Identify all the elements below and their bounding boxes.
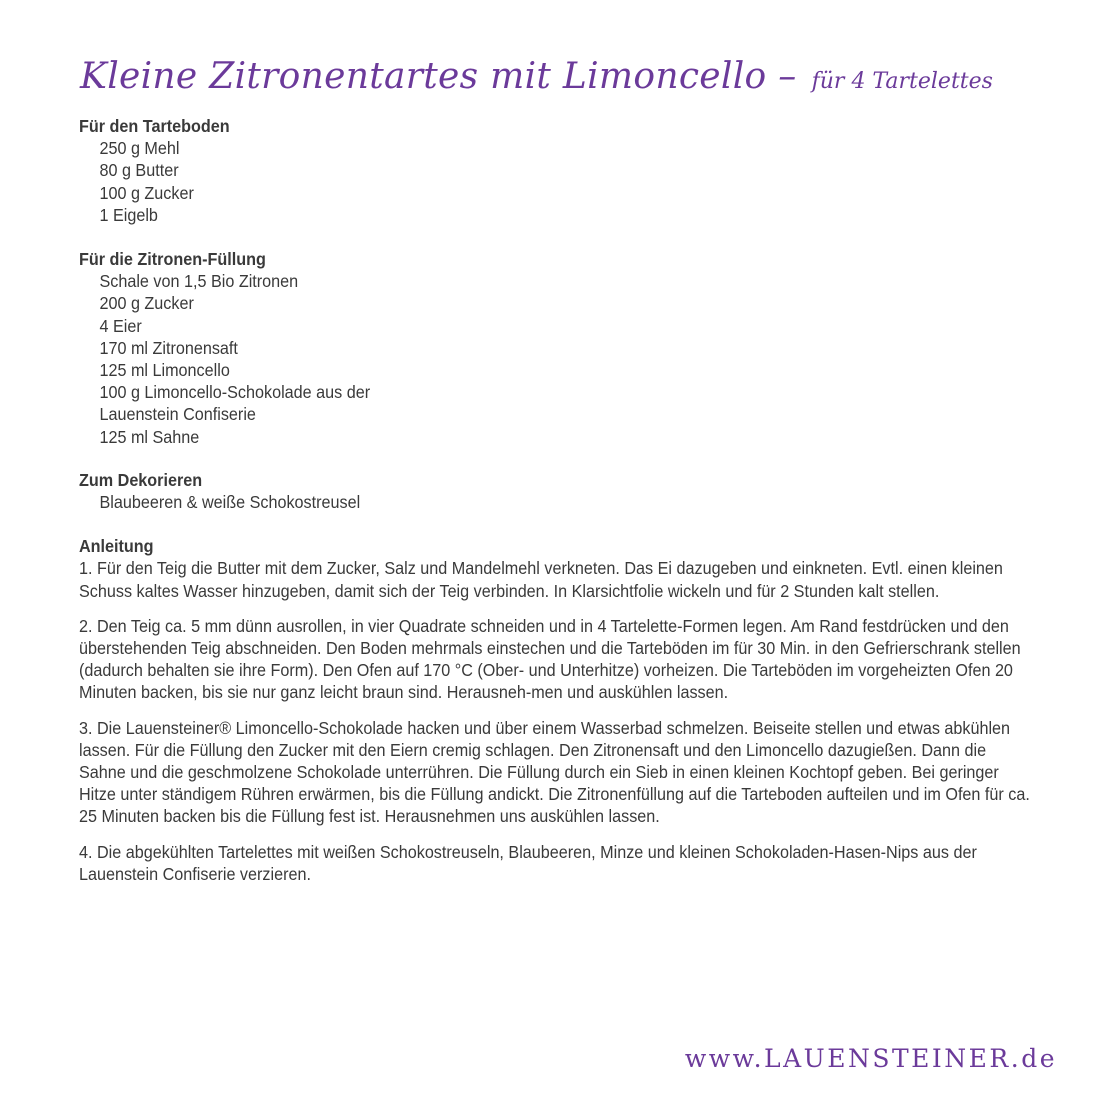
- section-title: Für den Tarteboden: [79, 116, 230, 136]
- recipe-content: [79, 115, 1030, 907]
- instructions-section: [79, 535, 1030, 885]
- recipe-title-main: Kleine Zitronentartes mit Limoncello –: [80, 56, 797, 97]
- ingredients-section-dekorieren: [79, 469, 972, 513]
- instruction-step: 3. Die Lauensteiner® Limoncello-Schokolade hacken und über einem Wasserbad schmelzen. Beiseite stellen und etwas abkühlen lassen. Für die Füllung den Zucker mit den Eiern cremig schlagen. Den Zitronensaft und den Limoncello dazugießen. Dann die Sahne und die geschmolzene Schokolade unterrühren. Die Füllung durch ein Sieb in einen kleinen Kochtopf geben. Bei geringer Hitze unter ständigem Rühren erwärmen, bis die Füllung andickt. Die Zitronenfüllung auf die Tarteboden aufteilen und im Ofen für ca. 25 Minuten backen bis die Füllung fest ist. Herausnehmen uns auskühlen lassen.: [79, 717, 1030, 827]
- ingredient-item: Blaubeeren & weiße Schokostreusel: [99, 492, 361, 513]
- ingredient-item: 100 g Limoncello-Schokolade aus der: [99, 382, 371, 403]
- instruction-step: 2. Den Teig ca. 5 mm dünn ausrollen, in vier Quadrate schneiden und in 4 Tartelette-Formen legen. Am Rand festdrücken und den überstehenden Teig abschneiden. Den Boden mehrmals einstechen und die Tarteböden im für 30 Min. in den Gefrierschrank stellen (dadurch behalten sie ihre Form). Den Ofen auf 170 °C (Ober- und Unterhitze) vorheizen. Die Tarteböden im vorgeheizten Ofen 20 Minuten backen, bis sie nur ganz leicht braun sind. Herausneh-men und auskühlen lassen.: [79, 615, 1021, 703]
- instruction-step: 4. Die abgekühlten Tartelettes mit weißen Schokostreuseln, Blaubeeren, Minze und kleinen Schokoladen-Hasen-Nips aus der Lauenstein Confiserie verzieren.: [79, 841, 977, 884]
- ingredient-item: 80 g Butter: [99, 160, 179, 181]
- ingredient-item: 125 ml Sahne: [99, 426, 200, 447]
- recipe-title: [80, 56, 1040, 97]
- section-title: Für die Zitronen-Füllung: [79, 249, 266, 270]
- section-title: Zum Dekorieren: [79, 469, 203, 490]
- instructions-title: Anleitung: [79, 536, 154, 557]
- ingredient-item: Schale von 1,5 Bio Zitronen: [99, 271, 299, 292]
- ingredient-item: 125 ml Limoncello: [99, 360, 230, 381]
- ingredient-item: 250 g Mehl: [99, 138, 180, 159]
- ingredient-item: 1 Eigelb: [99, 204, 158, 225]
- ingredient-item: 200 g Zucker: [99, 293, 194, 314]
- ingredient-item: 4 Eier: [99, 315, 142, 336]
- ingredient-item: Lauenstein Confiserie: [99, 404, 256, 425]
- ingredient-item: 100 g Zucker: [99, 182, 194, 203]
- ingredient-item: 170 ml Zitronensaft: [99, 337, 238, 358]
- instruction-step: 1. Für den Teig die Butter mit dem Zucker, Salz und Mandelmehl verkneten. Das Ei dazugeben und einkneten. Evtl. einen kleinen Schuss kaltes Wasser hinzugeben, damit sich der Teig verbinden. In Klarsichtfolie wickeln und für 2 Stunden kalt stellen.: [79, 558, 1003, 601]
- recipe-title-sub: für 4 Tartelettes: [811, 69, 993, 94]
- ingredients-section-fuellung: [79, 248, 972, 448]
- ingredients-section-tarteboden: [79, 115, 972, 226]
- website-url: www.LAUENSTEINER.de: [684, 1044, 1057, 1073]
